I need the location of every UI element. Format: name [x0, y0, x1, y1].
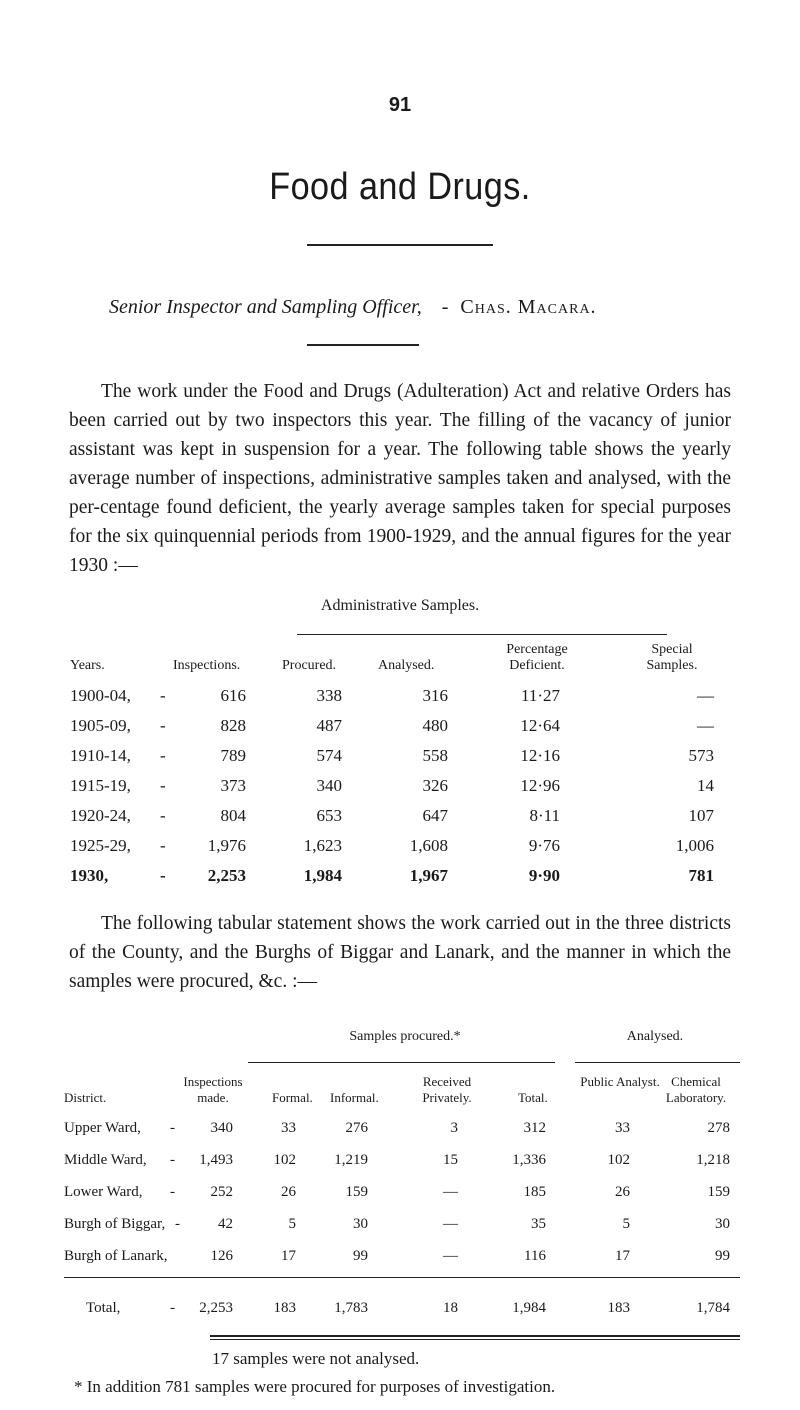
- table2-bottom-rule-1: [210, 1335, 740, 1337]
- inspector-name: Chas. Macara.: [460, 296, 597, 318]
- cell-chemical: 1,784: [696, 1300, 730, 1316]
- th-inspections-2: made.: [197, 1090, 229, 1105]
- table2-row: [0, 1144, 800, 1176]
- footnote: * In addition 781 samples were procured for purposes of investigation.: [74, 1377, 556, 1396]
- cell-formal: 183: [273, 1300, 296, 1316]
- cell-inspections: 42: [218, 1216, 233, 1232]
- table2-row: [0, 1176, 800, 1208]
- cell-public: 26: [615, 1184, 630, 1200]
- title-divider: [307, 244, 493, 246]
- cell-percentage: 9·76: [528, 836, 560, 855]
- cell-procured: 574: [316, 746, 342, 765]
- cell-years: 1925-29,: [70, 836, 131, 855]
- cell-received: —: [443, 1184, 458, 1200]
- th-percentage-2: Deficient.: [509, 658, 565, 673]
- table1-row: [0, 771, 800, 801]
- cell-sep: -: [160, 716, 166, 735]
- cell-sep: -: [160, 686, 166, 705]
- cell-inspections: 828: [220, 716, 246, 735]
- page-number: 91: [388, 94, 412, 116]
- cell-percentage: 9·90: [528, 866, 560, 885]
- table1-row: [0, 711, 800, 741]
- th-inspections: Inspections.: [173, 658, 241, 673]
- cell-total: 312: [523, 1120, 546, 1136]
- th-total: Total.: [518, 1090, 548, 1105]
- th-received-1: Received: [422, 1074, 472, 1089]
- cell-percentage: 12·96: [520, 776, 560, 795]
- cell-inspections: 2,253: [207, 866, 246, 885]
- cell-informal: 1,219: [334, 1152, 368, 1168]
- cell-procured: 653: [316, 806, 342, 825]
- cell-inspections: 373: [220, 776, 246, 795]
- table2-row: [0, 1112, 800, 1144]
- cell-procured: 1,623: [303, 836, 342, 855]
- inspector-divider: [307, 344, 419, 346]
- cell-sep: -: [160, 866, 166, 885]
- th-analysed: Analysed.: [378, 658, 435, 673]
- cell-percentage: 12·16: [520, 746, 560, 765]
- table1-row: [0, 741, 800, 771]
- th-years: Years.: [70, 658, 105, 673]
- cell-district: Upper Ward,: [64, 1120, 141, 1136]
- cell-procured: 487: [316, 716, 342, 735]
- cell-formal: 17: [281, 1248, 296, 1264]
- cell-procured: 338: [316, 686, 342, 705]
- cell-inspections: 1,493: [199, 1152, 233, 1168]
- cell-formal: 102: [273, 1152, 296, 1168]
- page-title: Food and Drugs.: [269, 166, 531, 208]
- cell-informal: 30: [353, 1216, 368, 1232]
- cell-public: 33: [615, 1120, 630, 1136]
- cell-chemical: 159: [707, 1184, 730, 1200]
- cell-total: 185: [523, 1184, 546, 1200]
- cell-analysed: 647: [422, 806, 448, 825]
- cell-inspections: 340: [210, 1120, 233, 1136]
- cell-years: 1915-19,: [70, 776, 131, 795]
- cell-inspections: 2,253: [199, 1300, 233, 1316]
- cell-district: Total,: [86, 1300, 121, 1316]
- cell-analysed: 316: [422, 686, 448, 705]
- cell-received: 15: [443, 1152, 458, 1168]
- cell-chemical: 278: [707, 1120, 730, 1136]
- table2-row: [0, 1208, 800, 1240]
- cell-percentage: 11·27: [520, 686, 560, 705]
- cell-district: Burgh of Biggar,: [64, 1216, 166, 1232]
- cell-years: 1910-14,: [70, 746, 131, 765]
- cell-public: 5: [622, 1216, 630, 1232]
- table1-caption: Administrative Samples.: [320, 597, 480, 614]
- intro-paragraph: The work under the Food and Drugs (Adulteration) Act and relative Orders has been carried out by two inspectors this year. The filling of the vacancy of junior assistant was kept in suspension for a year. The following table shows the yearly average number of inspections, administrative samples taken and analysed, with the per-centage found deficient, the yearly average samples taken for special purposes for the six quinquennial periods from 1900-1929, and the annual figures for the year 1930 :—: [69, 381, 731, 576]
- cell-received: 3: [450, 1120, 458, 1136]
- table2-bottom-rule-2: [210, 1339, 740, 1340]
- note-not-analysed: 17 samples were not analysed.: [212, 1349, 420, 1368]
- cell-chemical: 1,218: [696, 1152, 730, 1168]
- cell-sep: -: [160, 806, 166, 825]
- cell-chemical: 99: [715, 1248, 730, 1264]
- table2-subtotal-rule: [64, 1277, 740, 1278]
- cell-district: Lower Ward,: [64, 1184, 143, 1200]
- table2-row: [0, 1240, 800, 1272]
- cell-total: 1,336: [512, 1152, 546, 1168]
- th-received-2: Privately.: [422, 1090, 472, 1105]
- th-percentage-1: Percentage: [506, 642, 568, 657]
- table2-group-analysed: Analysed.: [626, 1029, 684, 1044]
- cell-sep: -: [170, 1300, 175, 1316]
- cell-special: 781: [688, 866, 714, 885]
- cell-public: 102: [607, 1152, 630, 1168]
- cell-inspections: 789: [220, 746, 246, 765]
- second-paragraph: The following tabular statement shows the work carried out in the three districts of the County, and the Burghs of Biggar and Lanark, and the manner in which the samples were procured, &c. :—: [69, 913, 731, 992]
- cell-sep: -: [170, 1184, 175, 1200]
- th-chemical-lab: Chemical Laboratory.: [665, 1074, 727, 1105]
- cell-sep: -: [175, 1216, 180, 1232]
- th-inspections-1: Inspections: [183, 1074, 243, 1089]
- th-public-analyst: Public Analyst.: [580, 1074, 660, 1089]
- cell-percentage: 12·64: [520, 716, 560, 735]
- cell-formal: 26: [281, 1184, 296, 1200]
- cell-total: 35: [531, 1216, 546, 1232]
- cell-analysed: 558: [422, 746, 448, 765]
- cell-inspections: 804: [220, 806, 246, 825]
- table1-top-rule: [297, 634, 667, 635]
- cell-received: —: [443, 1248, 458, 1264]
- table1-row-1930: [0, 861, 800, 891]
- cell-received: 18: [443, 1300, 458, 1316]
- cell-inspections: 252: [210, 1184, 233, 1200]
- cell-received: —: [443, 1216, 458, 1232]
- cell-years: 1920-24,: [70, 806, 131, 825]
- cell-analysed: 1,608: [409, 836, 448, 855]
- cell-analysed: 1,967: [409, 866, 448, 885]
- table1-row: [0, 801, 800, 831]
- cell-total: 1,984: [512, 1300, 546, 1316]
- cell-analysed: 326: [422, 776, 448, 795]
- cell-sep: -: [160, 746, 166, 765]
- cell-years: 1905-09,: [70, 716, 131, 735]
- cell-total: 116: [524, 1248, 546, 1264]
- cell-special: —: [697, 686, 714, 705]
- th-procured: Procured.: [282, 658, 337, 673]
- cell-formal: 5: [288, 1216, 296, 1232]
- cell-inspections: 1,976: [207, 836, 246, 855]
- cell-informal: 276: [345, 1120, 368, 1136]
- cell-sep: -: [170, 1152, 175, 1168]
- table1-row: [0, 681, 800, 711]
- table1-row: [0, 831, 800, 861]
- table2-header: [0, 1074, 800, 1108]
- cell-sep: -: [160, 776, 166, 795]
- inspector-role: Senior Inspector and Sampling Officer,: [109, 296, 422, 318]
- cell-informal: 99: [353, 1248, 368, 1264]
- cell-procured: 1,984: [303, 866, 342, 885]
- cell-special: 107: [688, 806, 714, 825]
- table1-header: [0, 640, 800, 680]
- table2-procured-rule: [248, 1062, 555, 1063]
- cell-inspections: 126: [210, 1248, 233, 1264]
- th-special-2: Samples.: [646, 658, 698, 673]
- cell-special: 14: [697, 776, 714, 795]
- cell-chemical: 30: [715, 1216, 730, 1232]
- cell-public: 17: [615, 1248, 630, 1264]
- cell-formal: 33: [281, 1120, 296, 1136]
- th-informal: Informal.: [330, 1090, 379, 1105]
- cell-informal: 159: [345, 1184, 368, 1200]
- cell-sep: -: [160, 836, 166, 855]
- th-special-1: Special: [651, 642, 693, 657]
- table2-total-row: [0, 1292, 800, 1324]
- cell-district: Middle Ward,: [64, 1152, 147, 1168]
- cell-sep: -: [170, 1120, 175, 1136]
- table2-analysed-rule: [575, 1062, 740, 1063]
- cell-percentage: 8·11: [529, 806, 560, 825]
- cell-special: 573: [688, 746, 714, 765]
- cell-inspections: 616: [220, 686, 246, 705]
- cell-procured: 340: [316, 776, 342, 795]
- cell-special: 1,006: [675, 836, 714, 855]
- th-formal: Formal.: [272, 1090, 313, 1105]
- table2-group-procured: Samples procured.*: [349, 1029, 461, 1044]
- cell-analysed: 480: [422, 716, 448, 735]
- inspector-line: Senior Inspector and Sampling Officer, - Chas. Macara.: [109, 296, 597, 318]
- cell-special: —: [697, 716, 714, 735]
- cell-years: 1930,: [70, 866, 109, 885]
- cell-district: Burgh of Lanark,: [64, 1248, 168, 1264]
- th-district: District.: [64, 1090, 107, 1105]
- cell-informal: 1,783: [334, 1300, 368, 1316]
- cell-public: 183: [607, 1300, 630, 1316]
- cell-years: 1900-04,: [70, 686, 131, 705]
